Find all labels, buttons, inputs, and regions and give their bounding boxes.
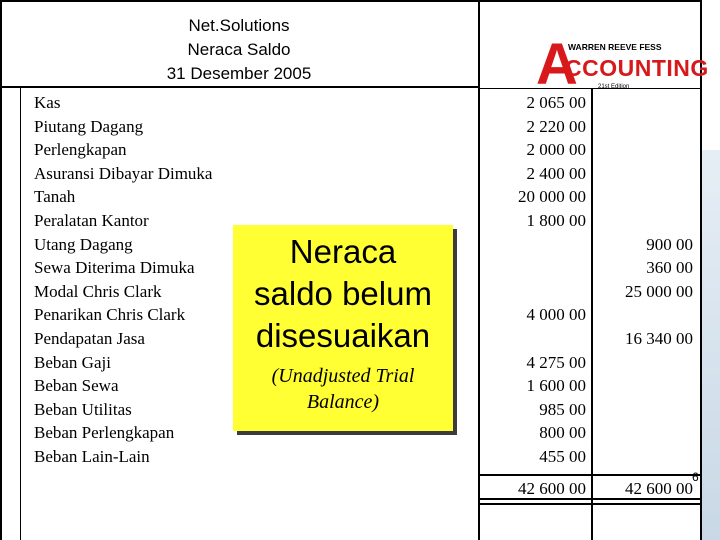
account-debit: 4 275 00 bbox=[526, 352, 586, 372]
account-credit bbox=[593, 209, 693, 233]
debit-column bbox=[480, 91, 586, 469]
account-list bbox=[34, 91, 212, 469]
total-line-debit bbox=[480, 474, 591, 476]
account-credit: 900 00 bbox=[646, 234, 693, 254]
account-credit bbox=[593, 398, 693, 422]
account-name: Beban Utilitas bbox=[34, 399, 132, 419]
left-margin-line bbox=[20, 88, 21, 540]
account-debit: 2 065 00 bbox=[526, 93, 586, 112]
credit-column bbox=[593, 91, 693, 469]
account-debit bbox=[480, 256, 586, 280]
account-name: Piutang Dagang bbox=[34, 116, 144, 136]
account-name: Kas bbox=[34, 93, 61, 112]
total-debit: 42 600 00 bbox=[518, 479, 586, 498]
logo-letter: A bbox=[536, 32, 578, 97]
header-divider bbox=[0, 86, 478, 88]
account-debit bbox=[480, 280, 586, 304]
frame-right bbox=[700, 0, 702, 540]
logo-edition: 21st Edition bbox=[598, 84, 630, 90]
report-header bbox=[0, 0, 478, 86]
account-debit: 2 400 00 bbox=[526, 163, 586, 183]
double-line-2 bbox=[478, 503, 700, 505]
company-name: Net.Solutions bbox=[188, 16, 290, 35]
account-name: Perlengkapan bbox=[34, 140, 127, 160]
account-credit bbox=[593, 115, 693, 139]
callout-line1: Neraca bbox=[289, 233, 397, 270]
accounting-logo bbox=[536, 32, 709, 97]
account-name: Sewa Diterima Dimuka bbox=[34, 258, 195, 278]
account-credit: 16 340 00 bbox=[625, 328, 693, 348]
account-debit: 985 00 bbox=[539, 399, 586, 419]
account-name: Beban Gaji bbox=[34, 352, 111, 372]
account-credit bbox=[593, 303, 693, 327]
account-name: Pendapatan Jasa bbox=[34, 328, 145, 348]
account-debit bbox=[480, 233, 586, 257]
report-date: 31 Desember 2005 bbox=[166, 64, 312, 83]
account-debit: 455 00 bbox=[539, 446, 586, 466]
account-credit bbox=[593, 162, 693, 186]
page-number: 6 bbox=[692, 470, 699, 484]
report-title: Neraca Saldo bbox=[187, 40, 291, 59]
account-name: Asuransi Dibayar Dimuka bbox=[34, 163, 213, 183]
account-credit: 25 000 00 bbox=[625, 281, 693, 301]
account-credit bbox=[593, 91, 693, 115]
total-credit: 42 600 00 bbox=[625, 479, 693, 498]
amount-header-line bbox=[478, 88, 700, 89]
callout-sub2: Balance) bbox=[306, 391, 380, 413]
total-line-credit bbox=[593, 474, 700, 476]
account-credit bbox=[593, 351, 693, 375]
callout-box bbox=[233, 225, 453, 431]
account-name: Beban Perlengkapan bbox=[34, 423, 175, 443]
account-debit: 2 000 00 bbox=[526, 140, 586, 160]
account-debit: 800 00 bbox=[539, 423, 586, 443]
callout-line3: disesuaikan bbox=[255, 317, 431, 354]
account-name: Utang Dagang bbox=[34, 234, 133, 254]
account-credit bbox=[593, 374, 693, 398]
logo-word: CCOUNTING bbox=[565, 55, 709, 81]
account-debit: 2 220 00 bbox=[526, 116, 586, 136]
account-name: Peralatan Kantor bbox=[34, 210, 149, 230]
account-debit: 20 000 00 bbox=[518, 187, 586, 207]
account-credit: 360 00 bbox=[646, 258, 693, 278]
account-credit bbox=[593, 421, 693, 445]
account-debit: 1 800 00 bbox=[526, 210, 586, 230]
side-decoration bbox=[700, 150, 720, 540]
account-name: Beban Sewa bbox=[34, 376, 119, 396]
callout-sub1: (Unadjusted Trial bbox=[271, 365, 415, 387]
account-debit: 1 600 00 bbox=[526, 376, 586, 396]
account-name: Beban Lain-Lain bbox=[34, 446, 150, 466]
account-debit bbox=[480, 327, 586, 351]
account-credit bbox=[593, 445, 693, 469]
account-name: Modal Chris Clark bbox=[34, 281, 162, 301]
logo-authors: WARREN REEVE FESS bbox=[568, 42, 662, 52]
account-name: Tanah bbox=[34, 187, 76, 207]
account-credit bbox=[593, 138, 693, 162]
account-name: Penarikan Chris Clark bbox=[34, 305, 186, 325]
callout-line2: saldo belum bbox=[254, 275, 432, 312]
account-debit: 4 000 00 bbox=[526, 305, 586, 325]
account-credit bbox=[593, 185, 693, 209]
